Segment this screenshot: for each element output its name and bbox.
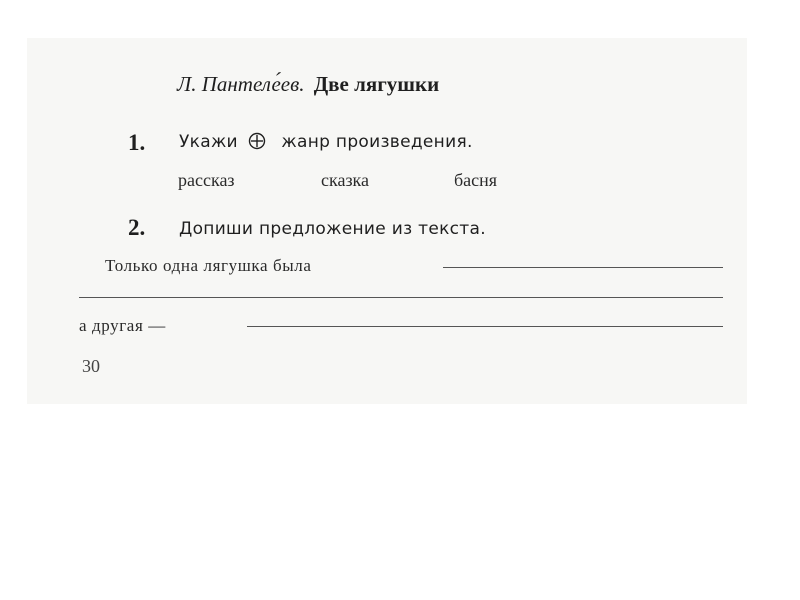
task-1-text-after: жанр произведения. [281, 132, 473, 152]
task-1-instruction [179, 132, 473, 155]
sentence-start-line-1: Только одна лягушка была [105, 256, 312, 275]
page-title [177, 72, 439, 97]
task-2-number: 2. [128, 215, 146, 240]
task-1-number: 1. [128, 130, 146, 155]
circle-plus-icon [248, 132, 266, 155]
sentence-start-line-3: а другая — [79, 316, 166, 335]
work-title: Две лягушки [313, 72, 440, 96]
genre-option-story[interactable]: рассказ [178, 170, 235, 190]
answer-line-3[interactable] [247, 326, 723, 327]
task-1-text-before: Укажи [179, 132, 238, 152]
author-name: Л. Пантеле́ев. [177, 72, 305, 96]
answer-line-2[interactable] [79, 297, 723, 298]
task-2-instruction: Допиши предложение из текста. [179, 219, 486, 239]
genre-option-fable[interactable]: басня [454, 170, 498, 190]
page-number: 30 [82, 356, 100, 376]
answer-line-1[interactable] [443, 267, 723, 268]
worksheet-page [27, 38, 747, 404]
genre-option-fairytale[interactable]: сказка [321, 170, 370, 190]
